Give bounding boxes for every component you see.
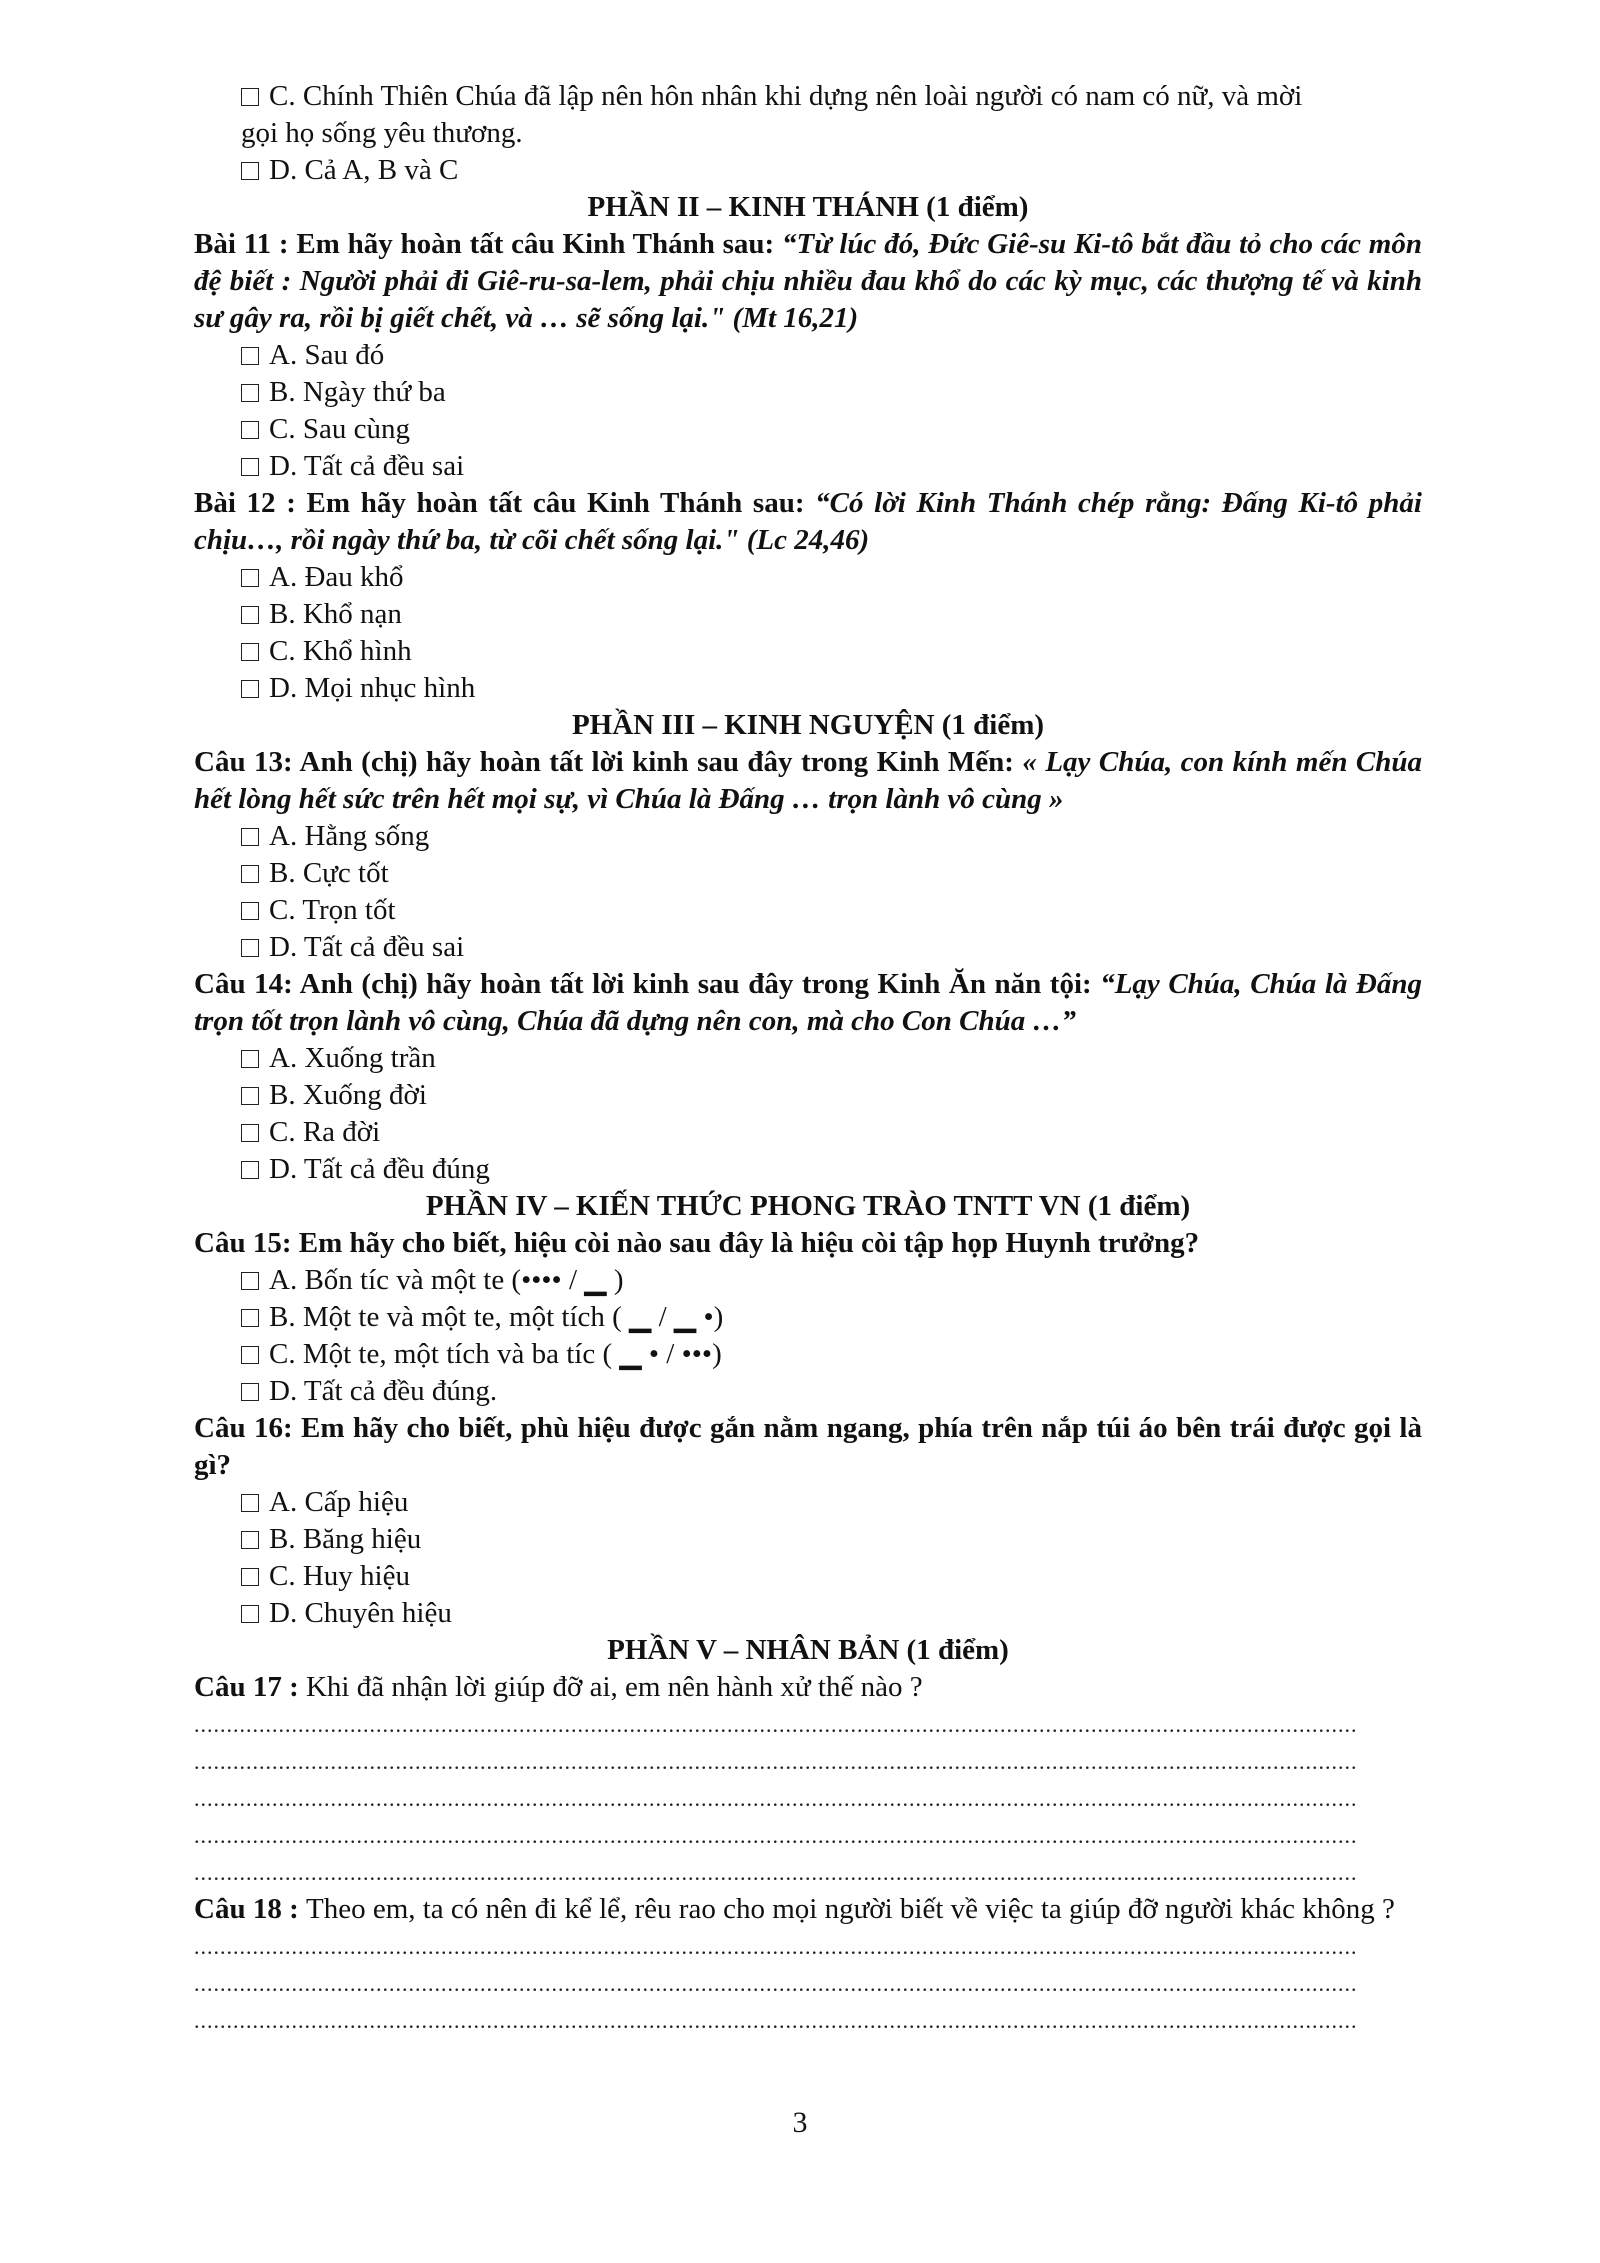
option-a[interactable]: A. Sau đó	[194, 337, 1422, 374]
option-d[interactable]: D. Tất cả đều sai	[194, 929, 1422, 966]
question-label: Câu 18 :	[194, 1893, 306, 1925]
option-b[interactable]: B. Cực tốt	[194, 855, 1422, 892]
question-16-options	[194, 1484, 1422, 1632]
option-b[interactable]: B. Một te và một te, một tích ( ▁ / ▁ •)	[194, 1299, 1422, 1336]
option-c[interactable]: C. Huy hiệu	[194, 1558, 1422, 1595]
question-label: Bài 11 : Em hãy hoàn tất câu Kinh Thánh sau:	[194, 228, 782, 260]
exam-page	[194, 78, 1422, 2039]
checkbox-icon[interactable]	[241, 1494, 259, 1512]
checkbox-icon[interactable]	[241, 1087, 259, 1105]
option-b[interactable]: B. Ngày thứ ba	[194, 374, 1422, 411]
question-label: Bài 12 : Em hãy hoàn tất câu Kinh Thánh sau:	[194, 487, 816, 519]
option-a[interactable]: A. Hằng sống	[194, 818, 1422, 855]
option-c[interactable]: C. Khổ hình	[194, 633, 1422, 670]
option-c[interactable]: C. Ra đời	[194, 1114, 1422, 1151]
checkbox-icon[interactable]	[241, 680, 259, 698]
question-14	[194, 966, 1422, 1040]
question-text: Khi đã nhận lời giúp đỡ ai, em nên hành xử thế nào ?	[305, 1671, 923, 1703]
answer-area-17[interactable]	[194, 1706, 1422, 1891]
answer-line[interactable]: ...................................................................................................................................................................................	[194, 1749, 1358, 1774]
option-c-continuation: gọi họ sống yêu thương.	[241, 117, 523, 149]
page-number: 3	[792, 2106, 808, 2139]
question-11	[194, 226, 1422, 337]
checkbox-icon[interactable]	[241, 828, 259, 846]
question-15	[194, 1225, 1422, 1262]
question-text: Theo em, ta có nên đi kể lể, rêu rao cho mọi người biết về việc ta giúp đỡ người khác không ?	[305, 1893, 1395, 1925]
question-12-options	[194, 559, 1422, 707]
question-label: Câu 14: Anh (chị) hãy hoàn tất lời kinh sau đây trong Kinh Ăn năn tội:	[194, 968, 1101, 1000]
checkbox-icon[interactable]	[241, 1272, 259, 1290]
checkbox-icon[interactable]	[241, 865, 259, 883]
question-18	[194, 1891, 1422, 1928]
option-d[interactable]: D. Cả A, B và C	[194, 152, 1422, 189]
checkbox-icon[interactable]	[241, 643, 259, 661]
question-label: Câu 15: Em hãy cho biết, hiệu còi nào sau đây là hiệu còi tập họp Huynh trưởng?	[194, 1227, 1200, 1259]
option-d[interactable]: D. Chuyên hiệu	[194, 1595, 1422, 1632]
question-quote: “Lạy Chúa, Chúa là Đấng trọn tốt trọn lành vô cùng, Chúa đã dựng nên con, mà cho Con Chúa …”	[194, 968, 1422, 1037]
answer-line[interactable]: ...................................................................................................................................................................................	[194, 1860, 1358, 1885]
answer-line[interactable]: ...................................................................................................................................................................................	[194, 1934, 1358, 1959]
question-17	[194, 1669, 1422, 1706]
checkbox-icon[interactable]	[241, 1346, 259, 1364]
question-13-options	[194, 818, 1422, 966]
checkbox-icon[interactable]	[241, 902, 259, 920]
checkbox-icon[interactable]	[241, 421, 259, 439]
checkbox-icon[interactable]	[241, 606, 259, 624]
question-quote: “Có lời Kinh Thánh chép rằng: Đấng Ki-tô phải chịu…, rồi ngày thứ ba, từ cõi chết sống lại." (Lc 24,46)	[194, 487, 1422, 556]
answer-area-18[interactable]	[194, 1928, 1422, 2039]
question-label: Câu 17 :	[194, 1671, 306, 1703]
answer-line[interactable]: ...................................................................................................................................................................................	[194, 1971, 1358, 1996]
option-c[interactable]: C. Một te, một tích và ba tíc ( ▁ • / •••)	[194, 1336, 1422, 1373]
question-quote: « Lạy Chúa, con kính mến Chúa hết lòng hết sức trên hết mọi sự, vì Chúa là Đấng … trọn lành vô cùng »	[194, 746, 1422, 815]
checkbox-icon[interactable]	[241, 569, 259, 587]
checkbox-icon[interactable]	[241, 1050, 259, 1068]
answer-line[interactable]: ...................................................................................................................................................................................	[194, 1823, 1358, 1848]
question-16	[194, 1410, 1422, 1484]
checkbox-icon[interactable]	[241, 1161, 259, 1179]
option-b[interactable]: B. Khổ nạn	[194, 596, 1422, 633]
section-heading-part3: PHẦN III – KINH NGUYỆN (1 điểm)	[571, 709, 1045, 741]
option-a[interactable]: A. Đau khổ	[194, 559, 1422, 596]
option-a[interactable]: A. Xuống trần	[194, 1040, 1422, 1077]
section-heading-part2: PHẦN II – KINH THÁNH (1 điểm)	[587, 191, 1029, 223]
checkbox-icon[interactable]	[241, 1124, 259, 1142]
question-11-options	[194, 337, 1422, 485]
section-heading-part5: PHẦN V – NHÂN BẢN (1 điểm)	[607, 1634, 1009, 1666]
checkbox-icon[interactable]	[241, 384, 259, 402]
answer-line[interactable]: ...................................................................................................................................................................................	[194, 1786, 1358, 1811]
option-c[interactable]: C. Sau cùng	[194, 411, 1422, 448]
checkbox-icon[interactable]	[241, 1383, 259, 1401]
question-13	[194, 744, 1422, 818]
option-d[interactable]: D. Mọi nhục hình	[194, 670, 1422, 707]
checkbox-icon[interactable]	[241, 1531, 259, 1549]
option-c[interactable]: C. Trọn tốt	[194, 892, 1422, 929]
checkbox-icon[interactable]	[241, 162, 259, 180]
checkbox-icon[interactable]	[241, 458, 259, 476]
option-d[interactable]: D. Tất cả đều sai	[194, 448, 1422, 485]
checkbox-icon[interactable]	[241, 1605, 259, 1623]
answer-line[interactable]: ...................................................................................................................................................................................	[194, 2008, 1358, 2033]
checkbox-icon[interactable]	[241, 88, 259, 106]
checkbox-icon[interactable]	[241, 347, 259, 365]
option-d[interactable]: D. Tất cả đều đúng.	[194, 1373, 1422, 1410]
checkbox-icon[interactable]	[241, 939, 259, 957]
option-b[interactable]: B. Xuống đời	[194, 1077, 1422, 1114]
checkbox-icon[interactable]	[241, 1309, 259, 1327]
checkbox-icon[interactable]	[241, 1568, 259, 1586]
option-d[interactable]: D. Tất cả đều đúng	[194, 1151, 1422, 1188]
question-label: Câu 13: Anh (chị) hãy hoàn tất lời kinh sau đây trong Kinh Mến:	[194, 746, 1023, 778]
option-c[interactable]: C. Chính Thiên Chúa đã lập nên hôn nhân khi dựng nên loài người có nam có nữ, và mời	[194, 78, 1422, 115]
question-15-options	[194, 1262, 1422, 1410]
answer-line[interactable]: ...................................................................................................................................................................................	[194, 1712, 1358, 1737]
section-heading-part4: PHẦN IV – KIẾN THỨC PHONG TRÀO TNTT VN (1 điểm)	[425, 1190, 1191, 1222]
question-12	[194, 485, 1422, 559]
option-a[interactable]: A. Bốn tíc và một te (•••• / ▁ )	[194, 1262, 1422, 1299]
option-b[interactable]: B. Băng hiệu	[194, 1521, 1422, 1558]
question-quote: “Từ lúc đó, Đức Giê-su Ki-tô bắt đầu tỏ cho các môn đệ biết : Người phải đi Giê-ru-sa-lem, phải chịu nhiều đau khổ do các kỳ mục, các thượng tế và kinh sư gây ra, rồi bị giết chết, và … sẽ sống lại." (Mt 16,21)	[194, 228, 1422, 334]
question-label: Câu 16: Em hãy cho biết, phù hiệu được gắn nằm ngang, phía trên nắp túi áo bên trái được gọi là gì?	[194, 1412, 1422, 1481]
option-a[interactable]: A. Cấp hiệu	[194, 1484, 1422, 1521]
question-14-options	[194, 1040, 1422, 1188]
